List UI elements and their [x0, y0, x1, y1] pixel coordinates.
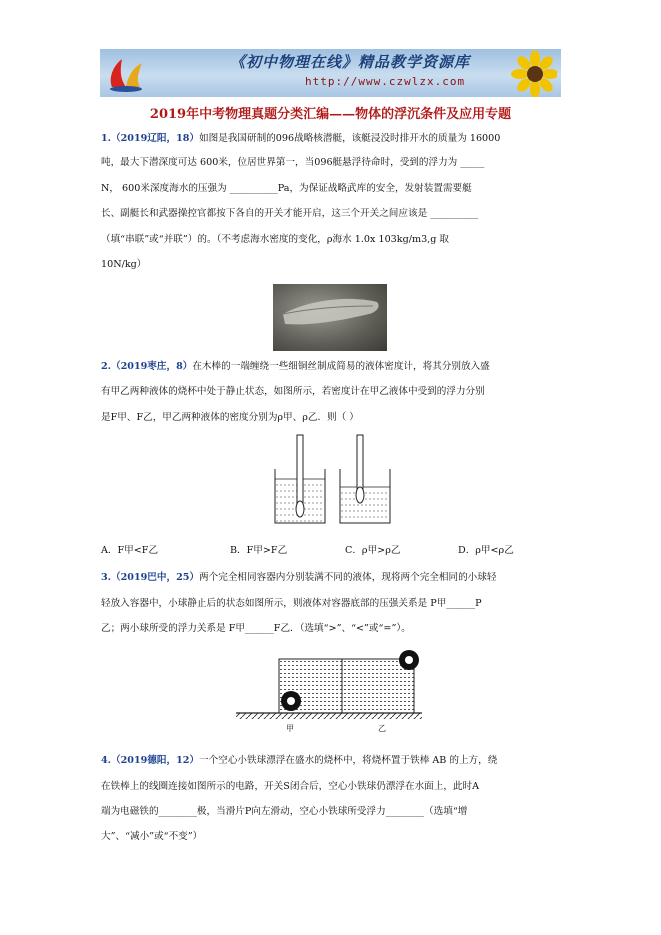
- banner-title: 《初中物理在线》精品教学资源库: [230, 53, 471, 71]
- q1-line-3: N， 600米深度海水的压强为 __________Pa，为保证战略武库的安全，发射装置需要艇: [101, 183, 472, 194]
- submarine-photo: [273, 284, 387, 351]
- document-title: 2019年中考物理真题分类汇编——物体的浮沉条件及应用专题: [149, 107, 512, 122]
- banner-url: http://www.czwlzx.com: [305, 75, 466, 88]
- q3-line-2: 轻放入容器中，小球静止后的状态如图所示，则液体对容器底部的压强关系是 P甲______P: [101, 598, 482, 609]
- q2-line-3: 是F甲、F乙，甲乙两种液体的密度分别为ρ甲、ρ乙．则（ ）: [101, 412, 359, 423]
- q2-option-c: C．ρ甲>ρ乙: [345, 545, 401, 556]
- q3-line-1: 3.（2019巴中，25）两个完全相同容器内分别装满不同的液体，现将两个完全相同的小球轻: [101, 572, 497, 583]
- submarine-icon: [273, 284, 387, 351]
- containers-figure: [236, 645, 422, 745]
- q4-line-4: 大”、“减小”或“不变”）: [101, 831, 203, 842]
- site-logo-icon: [106, 53, 146, 93]
- q1-source: 1.（2019辽阳，18）: [101, 133, 200, 144]
- q2-source: 2.（2019枣庄，8）: [101, 361, 193, 372]
- sunflower-icon: [499, 51, 557, 97]
- q3-label-left: 甲: [286, 724, 294, 733]
- q1-line-2: 吨，最大下潜深度可达 600米，位居世界第一，当096艇悬浮待命时，受到的浮力为 _____: [101, 157, 485, 168]
- q4-line-1: 4.（2019德阳，12）一个空心小铁球漂浮在盛水的烧杯中，将烧杯置于铁棒 AB 的上方，绕: [101, 755, 498, 766]
- header-banner: [100, 49, 561, 97]
- q4-line-3: 端为电磁铁的________极，当滑片P向左滑动，空心小铁球所受浮力________（选填“增: [101, 806, 468, 817]
- q2-option-d: D．ρ甲<ρ乙: [458, 545, 514, 556]
- q4-source: 4.（2019德阳，12）: [101, 755, 200, 766]
- hydrometer-figure: [270, 433, 395, 528]
- q3-source: 3.（2019巴中，25）: [101, 572, 200, 583]
- q2-option-b: B．F甲>F乙: [230, 545, 288, 556]
- q3-line-3: 乙；两小球所受的浮力关系是 F甲______F乙．（选填“>”、“<”或“=”）。: [101, 623, 411, 634]
- q1-line-1: 1.（2019辽阳，18）如图是我国研制的096战略核潜艇，该艇浸没时排开水的质量为 16000: [101, 133, 501, 144]
- q4-line-2: 在铁棒上的线圈连接如图所示的电路，开关S闭合后，空心小铁球仍漂浮在水面上，此时A: [101, 781, 480, 792]
- q2-line-2: 有甲乙两种液体的烧杯中处于静止状态，如图所示，若密度计在甲乙液体中受到的浮力分别: [101, 386, 485, 397]
- q3-label-right: 乙: [378, 724, 386, 733]
- q1-line-4: 长、副艇长和武器操控官都按下各自的开关才能开启，这三个开关之间应该是 __________: [101, 208, 479, 219]
- q1-line-5: （填“串联”或“并联”）的。（不考虑海水密度的变化，ρ海水 1.0x 103kg/m3,g 取: [101, 234, 450, 245]
- q2-option-a: A．F甲<F乙: [101, 545, 159, 556]
- q1-line-6: 10N/kg）: [101, 259, 147, 270]
- q2-line-1: 2.（2019枣庄，8）在木棒的一端缠绕一些细铜丝制成简易的液体密度计，将其分别放入盛: [101, 361, 490, 372]
